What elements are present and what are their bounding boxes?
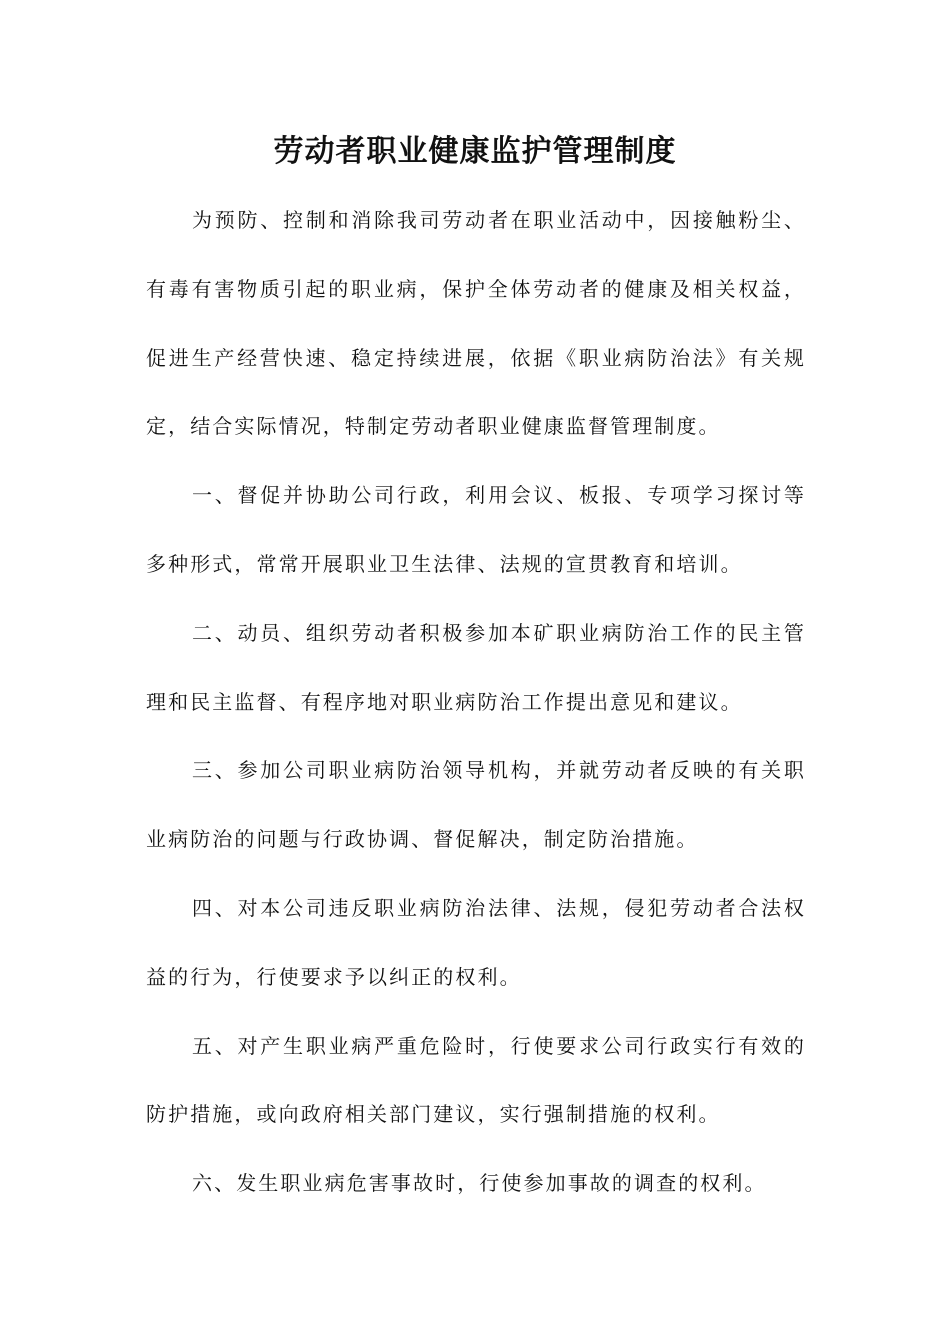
document-body (146, 186, 806, 1218)
paragraph-item-3: 三、参加公司职业病防治领导机构，并就劳动者反映的有关职业病防治的问题与行政协调、督促解决，制定防治措施。 (146, 758, 806, 852)
paragraph-item-2: 二、动员、组织劳动者积极参加本矿职业病防治工作的民主管理和民主监督、有程序地对职业病防治工作提出意见和建议。 (146, 620, 806, 714)
paragraph-item-5: 五、对产生职业病严重危险时，行使要求公司行政实行有效的防护措施，或向政府相关部门建议，实行强制措施的权利。 (146, 1033, 806, 1127)
paragraph-item-1: 一、督促并协助公司行政，利用会议、板报、专项学习探讨等多种形式，常常开展职业卫生法律、法规的宣贯教育和培训。 (146, 483, 806, 576)
paragraph-item-4: 四、对本公司违反职业病防治法律、法规，侵犯劳动者合法权益的行为，行使要求予以纠正的权利。 (146, 895, 806, 989)
document-title: 劳动者职业健康监护管理制度 (273, 134, 677, 169)
paragraph-item-6: 六、发生职业病危害事故时，行使参加事故的调查的权利。 (192, 1171, 767, 1196)
paragraph-intro: 为预防、控制和消除我司劳动者在职业活动中，因接触粉尘、有毒有害物质引起的职业病，保护全体劳动者的健康及相关权益，促进生产经营快速、稳定持续进展，依据《职业病防治法》有关规定，结合实际情况，特制定劳动者职业健康监督管理制度。 (146, 208, 806, 439)
